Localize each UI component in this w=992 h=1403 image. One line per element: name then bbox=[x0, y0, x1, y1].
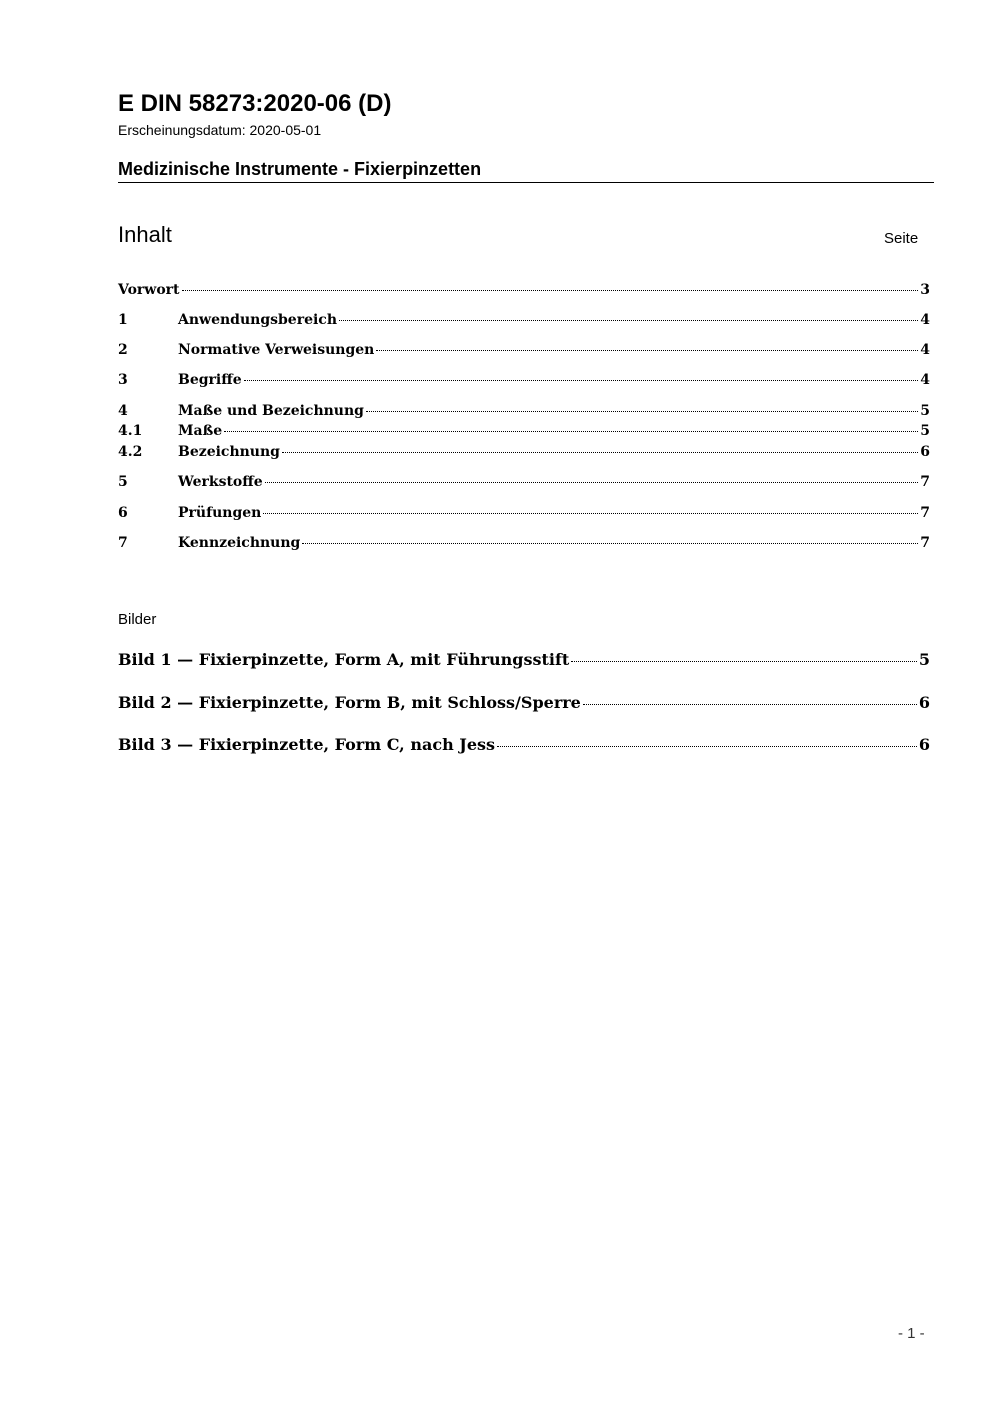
toc-entry-title: Maße bbox=[178, 423, 223, 439]
dot-leader bbox=[244, 380, 919, 381]
figure-entry-page: 6 bbox=[918, 735, 930, 754]
figure-entry-page: 5 bbox=[918, 650, 930, 669]
dot-leader bbox=[265, 482, 919, 483]
dot-leader bbox=[376, 350, 918, 351]
toc-entry-number: 5 bbox=[118, 474, 128, 490]
toc-heading: Inhalt bbox=[118, 222, 172, 247]
dot-leader bbox=[583, 704, 917, 705]
dot-leader bbox=[302, 543, 918, 544]
toc-entry-normative-verweisungen[interactable] bbox=[118, 341, 930, 359]
toc-entry-title: Werkstoffe bbox=[178, 474, 263, 490]
page-number: - 1 - bbox=[898, 1325, 925, 1342]
toc-entry-number: 1 bbox=[118, 312, 128, 328]
toc-entry-page: 7 bbox=[920, 505, 930, 521]
toc-entry-number: 4.1 bbox=[118, 423, 143, 439]
toc-entry-masse[interactable] bbox=[118, 422, 930, 440]
figure-entry-bild-1[interactable] bbox=[118, 650, 930, 670]
toc-entry-page: 7 bbox=[920, 535, 930, 551]
toc-entry-title: Normative Verweisungen bbox=[178, 342, 375, 358]
toc-entry-number: 7 bbox=[118, 535, 128, 551]
dot-leader bbox=[571, 661, 917, 662]
dot-leader bbox=[339, 320, 918, 321]
dot-leader bbox=[182, 290, 919, 291]
toc-entry-page: 4 bbox=[920, 342, 930, 358]
toc-entry-masse-und-bezeichnung[interactable] bbox=[118, 402, 930, 420]
dot-leader bbox=[282, 452, 918, 453]
document-id: E DIN 58273:2020-06 (D) bbox=[118, 90, 392, 117]
toc-entry-page: 4 bbox=[920, 372, 930, 388]
toc-entry-page: 5 bbox=[920, 423, 930, 439]
toc-entry-page: 4 bbox=[920, 312, 930, 328]
document-subject: Medizinische Instrumente - Fixierpinzetten bbox=[118, 159, 482, 179]
figure-entry-page: 6 bbox=[918, 693, 930, 712]
figure-entry-title: Bild 3 — Fixierpinzette, Form C, nach Jess bbox=[118, 735, 496, 754]
toc-entry-number: 2 bbox=[118, 342, 128, 358]
toc-entry-vorwort[interactable] bbox=[118, 281, 930, 299]
figure-entry-title: Bild 1 — Fixierpinzette, Form A, mit Führungsstift bbox=[118, 650, 570, 669]
toc-entry-anwendungsbereich[interactable] bbox=[118, 311, 930, 329]
toc-entry-number: 3 bbox=[118, 372, 128, 388]
toc-entry-begriffe[interactable] bbox=[118, 371, 930, 389]
toc-entry-number: 4 bbox=[118, 403, 128, 419]
figure-entry-title: Bild 2 — Fixierpinzette, Form B, mit Schloss/Sperre bbox=[118, 693, 581, 712]
figure-entry-bild-2[interactable] bbox=[118, 693, 930, 713]
dot-leader bbox=[497, 746, 917, 747]
dot-leader bbox=[366, 411, 918, 412]
toc-entry-page: 3 bbox=[920, 282, 930, 298]
dot-leader bbox=[224, 431, 918, 432]
toc-entry-werkstoffe[interactable] bbox=[118, 473, 930, 491]
subject-divider bbox=[118, 182, 934, 183]
toc-entry-number: 6 bbox=[118, 505, 128, 521]
toc-entry-title: Prüfungen bbox=[178, 505, 262, 521]
toc-entry-pruefungen[interactable] bbox=[118, 504, 930, 522]
dot-leader bbox=[263, 513, 918, 514]
toc-entry-title: Anwendungsbereich bbox=[178, 312, 337, 328]
toc-entry-title: Maße und Bezeichnung bbox=[178, 403, 364, 419]
publication-date: Erscheinungsdatum: 2020-05-01 bbox=[118, 122, 322, 138]
page-column-label: Seite bbox=[884, 230, 919, 247]
toc-entry-page: 5 bbox=[920, 403, 930, 419]
figure-entry-bild-3[interactable] bbox=[118, 735, 930, 755]
toc-entry-title: Kennzeichnung bbox=[178, 535, 301, 551]
toc-entry-page: 6 bbox=[920, 444, 930, 460]
toc-entry-number: 4.2 bbox=[118, 444, 143, 460]
toc-entry-bezeichnung[interactable] bbox=[118, 443, 930, 461]
toc-entry-title: Begriffe bbox=[178, 372, 242, 388]
toc-entry-title: Bezeichnung bbox=[178, 444, 280, 460]
toc-entry-page: 7 bbox=[920, 474, 930, 490]
figures-heading: Bilder bbox=[118, 611, 157, 628]
toc-entry-title: Vorwort bbox=[118, 282, 180, 298]
toc-entry-kennzeichnung[interactable] bbox=[118, 534, 930, 552]
